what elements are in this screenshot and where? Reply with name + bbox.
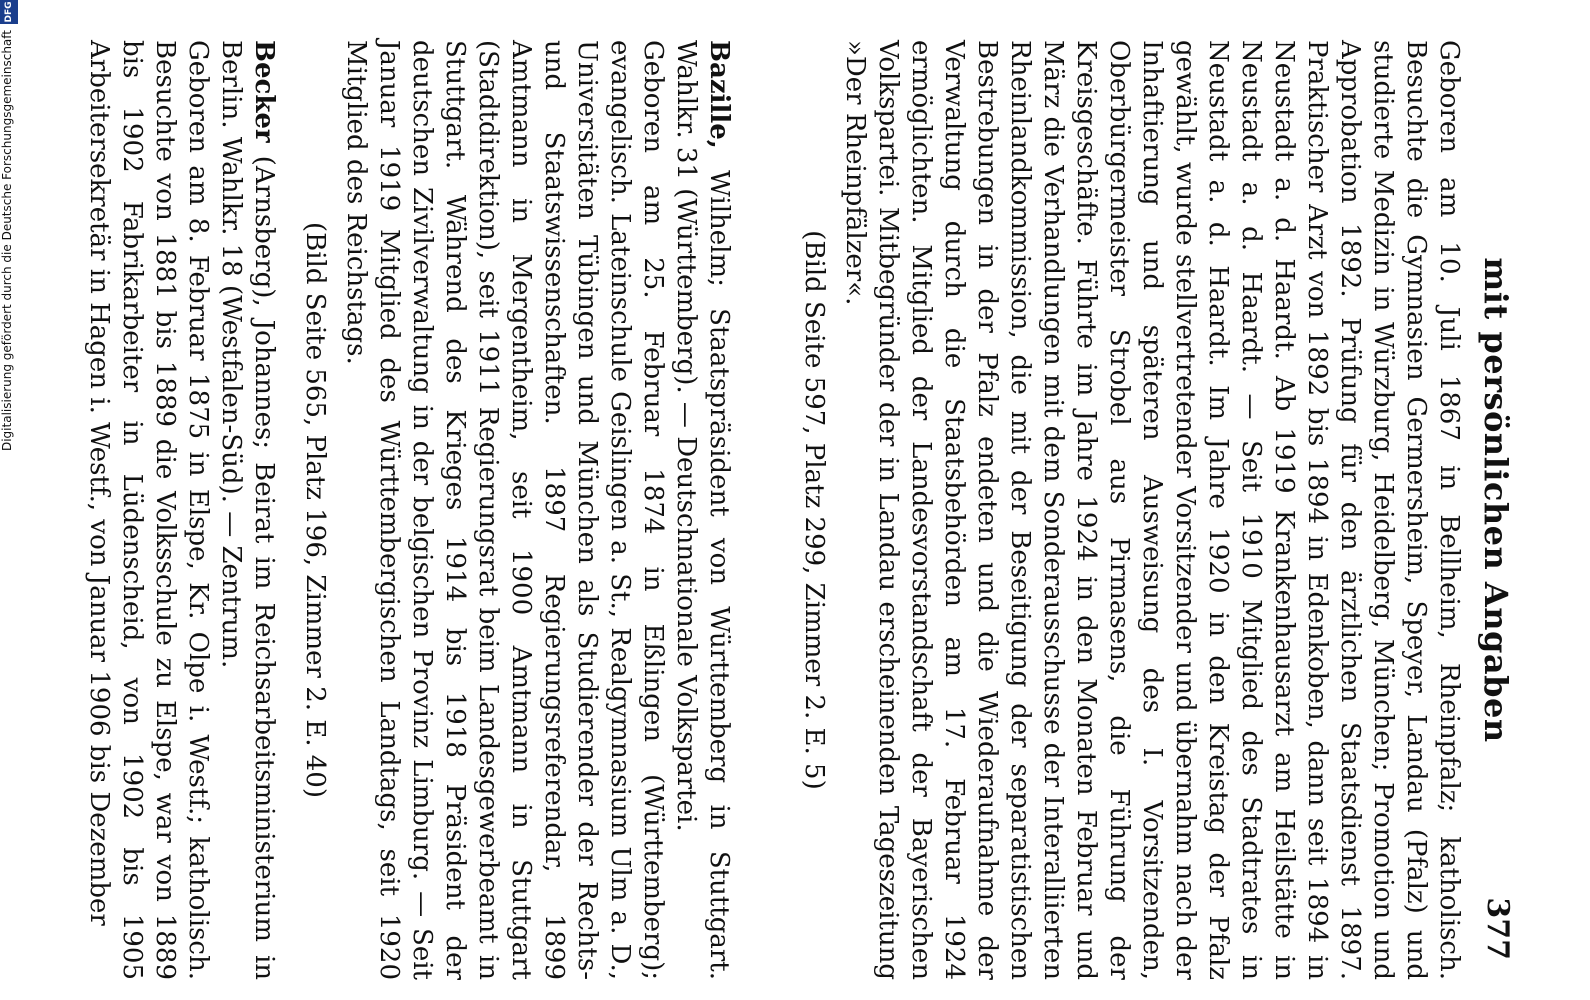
entry-continued: [797, 40, 1465, 980]
page-number: 377: [1480, 897, 1515, 960]
entry-body: Geboren am 10. Juli 1867 in Bellheim, Rheinpfalz; katholisch. Besuchte die Gymnasien Germersheim, Speyer, Landau (Pfalz) und studierte Medizin in Würzburg, Heidelberg, München; Promotion und Approbation 1892. Prüfung für den ärztlichen Staatsdienst 1897. Praktischer Arzt von 1892 bis 1894 in Edenkoben, dann seit 1894 in Neustadt a. d. Haardt. Ab 1919 Krankenhausarzt am Heilstätte in Neustadt a. d. Haardt. — Seit 1910 Mitglied des Stadtrates in Neustadt a. d. Haardt. Im Jahre 1920 in den Kreistag der Pfalz gewählt, wurde stellvertretender Vorsitzender und übernahm nach der Inhaftierung und späteren Ausweisung des I. Vorsitzenden, Oberbürgermeister Strobel aus Pirmasens, die Führung der Kreisgeschäfte. Führte im Jahre 1924 in den Monaten Februar und März die Verhandlungen mit dem Sonderausschusse der Interalliierten Rheinlandkommission, die mit der Beseitigung der separatistischen Bestrebungen in der Pfalz endeten und die Wiederaufnahme der Verwaltung durch die Staatsbehörden am 17. Februar 1924 ermöglichten. Mitglied der Landesvorstandschaft der Bayerischen Volkspartei. Mitbegründer der in Landau erscheinenden Tageszeitung »Der Rheinpfälzer«.: [840, 40, 1464, 980]
entry-heading-text: Wilhelm; Staatspräsident von Württemberg in Stuttgart. Wahlkr. 31 (Württemberg). — Deutschnationale Volkspartei.: [671, 40, 734, 981]
entry-heading: [214, 40, 280, 980]
entry-bazille: [298, 40, 735, 980]
entry-reference: (Bild Seite 597, Platz 299, Zimmer 2. E. 5): [799, 230, 829, 790]
dfg-logo-icon: DFG: [0, 0, 18, 24]
entry-name: Bazille,: [704, 40, 734, 149]
digitization-credit: [0, 0, 22, 1000]
entry-heading-text: (Arnsberg), Johannes; Beirat im Reichsarbeitsministerium in Berlin. Wahlkr. 18 (Westfalen-Süd). — Zentrum.: [216, 40, 279, 981]
entry-reference: (Bild Seite 565, Platz 196, Zimmer 2. E. 40): [300, 221, 330, 798]
page-header: [1465, 40, 1515, 960]
credit-text: Digitalisierung gefördert durch die Deutsche Forschungsgemeinschaft: [0, 30, 14, 452]
entry-name: Becker: [249, 40, 279, 143]
entry-body: Geboren am 25. Februar 1874 in Eßlingen (Württemberg); evangelisch. Lateinschule Geislingen a. St., Realgymnasium Ulm a. D., Universitäten Tübingen und München als Studierender der Rechts- und Staatswissenschaften. 1897 Regierungsreferendar, 1899 Amtmann in Mergentheim, seit 1900 Amtmann in Stuttgart (Stadtdirektion), seit 1911 Regierungsrat beim Landesgewerbeamt in Stuttgart. Während des Krieges 1914 bis 1918 Präsident der deutschen Zivilverwaltung in der belgischen Provinz Limburg. — Seit Januar 1919 Mitglied des Württembergischen Landtags, seit 1920 Mitglied des Reichstags.: [341, 40, 668, 980]
entry-heading: [669, 40, 735, 980]
page-title: mit persönlichen Angaben: [1477, 257, 1515, 743]
entry-body: Geboren am 8. Februar 1875 in Elspe, Kr. Olpe i. Westf.; katholisch. Besuchte von 1881 bis 1889 die Volksschule zu Elspe, war von 1889 bis 1902 Fabrikarbeiter in Lüdenscheid, von 1902 bis 1905 Arbeitersekretär in Hagen i. Westf., von Januar 1906 bis Dezember: [84, 40, 213, 980]
entry-becker: [82, 40, 280, 980]
